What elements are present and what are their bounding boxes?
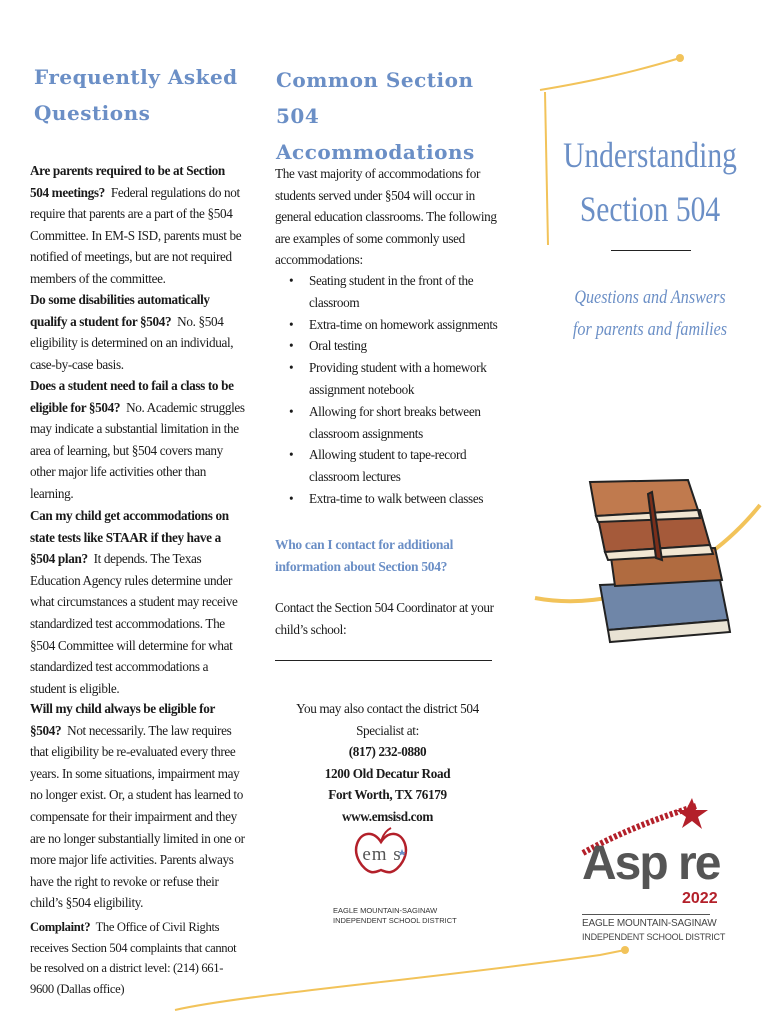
list-item: • Allowing for short breaks between classroom assignments — [289, 401, 504, 445]
faq-item — [30, 160, 245, 290]
cover-title-line2: Section 504 — [579, 189, 721, 229]
accommodations-list — [289, 270, 504, 510]
emis-logo — [333, 826, 483, 936]
cover-subtitle — [557, 282, 744, 346]
book-stack-icon — [580, 470, 740, 655]
list-item: • Providing student with a homework assignment notebook — [289, 357, 504, 401]
faq-answer: Not necessarily. The law requires that eligibility be re-evaluated every three years. In some situations, impairment may no longer exist. Or, a student has learned to compensate for their impairment and they are no longer substantially limited in one or more major life activities. Parents always have the right to revoke or refuse their child’s §504 eligibility. — [30, 722, 245, 911]
aspire-word: Asp re — [582, 837, 720, 890]
contact-text: Contact the Section 504 Coordinator at your child’s school: — [275, 600, 494, 637]
aspire-name-line1: EAGLE MOUNTAIN-SAGINAW — [582, 918, 717, 929]
list-item: • Extra-time to walk between classes — [289, 488, 504, 510]
accommodations-heading-line2: Accommodations — [276, 140, 475, 164]
faq-item — [30, 505, 245, 699]
faq-item — [30, 698, 245, 914]
district-street: 1200 Old Decatur Road — [324, 765, 451, 781]
faq-question: Can my child get accommodations on state tests like STAAR if they have a §504 plan? — [30, 508, 229, 567]
emis-logo-text: em s — [362, 844, 402, 865]
aspire-logo — [578, 798, 770, 968]
faq-heading-line1: Frequently Asked — [34, 65, 238, 89]
faq-heading-line2: Questions — [34, 101, 151, 125]
faq-question: Do some disabilities automatically qualify a student for §504? — [30, 292, 210, 329]
list-item: • Extra-time on homework assignments — [289, 314, 504, 336]
accommodations-intro: The vast majority of accommodations for students served under §504 will occur in general education classrooms. The following are examples of some commonly used accommodations: — [275, 166, 497, 268]
faq-question: Does a student need to fail a class to be eligible for §504? — [30, 378, 234, 415]
cover-rule — [611, 250, 691, 251]
faq-question: Will my child always be eligible for §504? — [30, 701, 215, 738]
fill-in-line — [275, 660, 492, 661]
aspire-name-line2: INDEPENDENT SCHOOL DISTRICT — [582, 932, 726, 942]
faq-question: Are parents required to be at Section 504 meetings? — [30, 163, 225, 200]
list-item: • Oral testing — [289, 335, 504, 357]
faq-answer: No. Academic struggles may indicate a substantial limitation in the area of learning, but §504 covers many other major life activities other than learning. — [30, 399, 245, 501]
list-item: • Allowing student to tape-record classroom lectures — [289, 444, 504, 488]
aspire-year: 2022 — [682, 890, 718, 907]
district-contact-text: You may also contact the district 504 Specialist at: — [296, 701, 479, 738]
cover-subtitle-line2: for parents and families — [572, 319, 728, 340]
accommodations-heading — [276, 62, 500, 170]
district-city: Fort Worth, TX 76179 — [328, 787, 447, 803]
faq-answer: No. §504 eligibility is determined on an individual, case-by-case basis. — [30, 313, 234, 372]
district-contact — [275, 698, 500, 828]
faq-item — [30, 917, 245, 999]
cover-title-line1: Understanding — [563, 135, 737, 175]
faq-item — [30, 289, 245, 375]
district-website: www.emsisd.com — [341, 808, 434, 824]
faq-answer: The Office of Civil Rights receives Section 504 complaints that cannot be resolved on a district level: (214) 661-9600 (Dallas office) — [30, 920, 237, 996]
cover-subtitle-line1: Questions and Answers — [574, 287, 726, 308]
contact-question: Who can I contact for additional information about Section 504? — [275, 537, 454, 574]
list-item: • Seating student in the front of the classroom — [289, 270, 504, 314]
accommodations-heading-line1: Common Section 504 — [276, 68, 474, 128]
faq-heading — [34, 59, 238, 131]
faq-question: Complaint? — [30, 920, 91, 934]
emis-name-line2: INDEPENDENT SCHOOL DISTRICT — [333, 916, 457, 925]
faq-item — [30, 375, 245, 505]
faq-answer: It depends. The Texas Education Agency rules determine under what circumstances a student may receive standardized test accommodations. The §504 Committee will determine for what standardized test accommodations a student is eligible. — [30, 551, 238, 696]
emis-name-line1: EAGLE MOUNTAIN-SAGINAW — [333, 906, 438, 915]
faq-answer: Federal regulations do not require that parents are a part of the §504 Committee. In EM-S ISD, parents must be notified of meetings, but are not required members of the committee. — [30, 184, 242, 286]
district-phone: (817) 232-0880 — [348, 744, 427, 760]
aspire-divider — [582, 914, 710, 915]
